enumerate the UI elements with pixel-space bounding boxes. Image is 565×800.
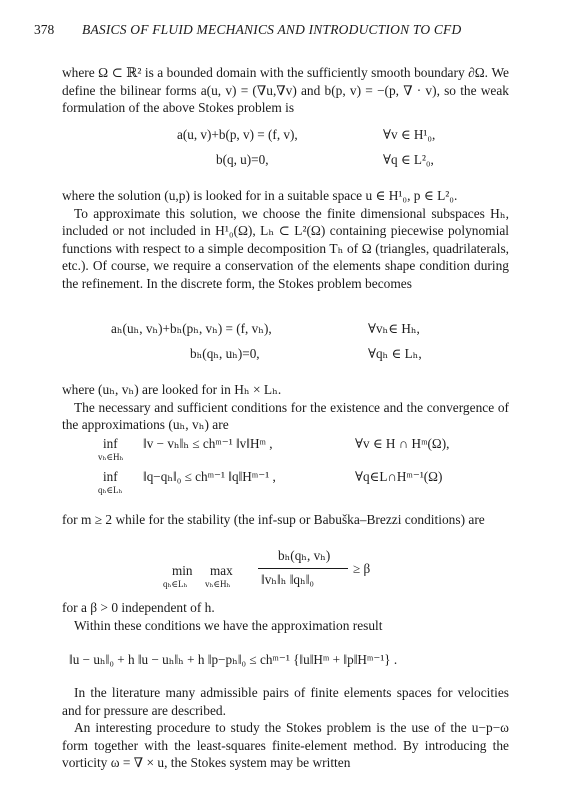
infsup-numerator: bₕ(qₕ, vₕ) — [278, 548, 331, 563]
paragraph-solution-space — [62, 187, 509, 293]
discrete-eq-line-1: aₕ(uₕ, vₕ)+bₕ(pₕ, vₕ) = (f, vₕ), — [111, 321, 272, 336]
conv-eq-2-operator: inf — [103, 469, 118, 484]
paragraph-text: The necessary and sufficient conditions for the existence and the convergence of the approximations (uₕ, vₕ) are — [62, 399, 509, 433]
running-title: BASICS OF FLUID MECHANICS AND INTRODUCTION TO CFD — [82, 22, 462, 37]
paragraph-text: In the literature many admissible pairs of finite elements spaces for velocities and for pressure are described. — [62, 685, 509, 718]
paragraph-literature — [62, 684, 509, 772]
infsup-min-subscript: qₕ∈Lₕ — [163, 579, 188, 589]
conv-eq-2-body: ‖q−qₕ‖₀ ≤ chᵐ⁻¹ ‖q‖Hᵐ⁻¹ , — [143, 469, 276, 484]
paragraph-text: where Ω ⊂ ℝ² is a bounded domain with the sufficiently smooth boundary ∂Ω. We define the bilinear forms a(u, v) = (∇u,∇v) and b(p, v) = −(p, ∇ · v), so the weak formulation of the above Stokes problem is — [62, 65, 509, 116]
conv-eq-1-subscript: vₕ∈Hₕ — [98, 452, 124, 462]
conv-eq-1-body: ‖v − vₕ‖ₕ ≤ chᵐ⁻¹ ‖v‖Hᵐ , — [143, 436, 273, 451]
discrete-eq-line-2-quantifier: ∀qₕ ∈ Lₕ, — [368, 346, 422, 361]
paragraph-convergence — [62, 381, 509, 434]
paragraph-text: for m ≥ 2 while for the stability (the inf-sup or Babuška–Brezzi conditions) are — [62, 512, 485, 527]
infsup-denominator: ‖vₕ‖ₕ ‖qₕ‖₀ — [261, 572, 315, 587]
infsup-min: min — [172, 563, 193, 578]
infsup-max: max — [210, 563, 233, 578]
weak-eq-line-2-quantifier: ∀q ∈ L²₀, — [383, 152, 434, 167]
conv-eq-2-quantifier: ∀q∈L∩Hᵐ⁻¹(Ω) — [355, 469, 443, 484]
fraction-bar — [258, 568, 348, 569]
paragraph-text: where (uₕ, vₕ) are looked for in Hₕ × Lₕ. — [62, 382, 282, 397]
weak-eq-line-2: b(q, u)=0, — [216, 152, 269, 167]
approximation-result-eq: ‖u − uₕ‖₀ + h ‖u − uₕ‖ₕ + h ‖p−pₕ‖₀ ≤ chᵐ⁻¹ {‖u‖Hᵐ + ‖p‖Hᵐ⁻¹} . — [69, 652, 398, 667]
infsup-max-subscript: vₕ∈Hₕ — [205, 579, 231, 589]
paragraph-text: for a β > 0 independent of h. — [62, 600, 215, 615]
discrete-eq-line-1-quantifier: ∀vₕ∈ Hₕ, — [368, 321, 420, 336]
paragraph-stability — [62, 511, 509, 529]
page-number: 378 — [34, 22, 55, 37]
paragraph-text: Within these conditions we have the approximation result — [74, 617, 383, 633]
paragraph-beta — [62, 599, 509, 634]
paragraph-intro — [62, 64, 509, 117]
discrete-eq-line-2: bₕ(qₕ, uₕ)=0, — [190, 346, 260, 361]
weak-eq-line-1-quantifier: ∀v ∈ H¹₀, — [383, 127, 436, 142]
conv-eq-2-subscript: qₕ∈Lₕ — [98, 485, 123, 495]
infsup-rhs: ≥ β — [353, 561, 371, 576]
paragraph-text: To approximate this solution, we choose the finite dimensional subspaces Hₕ, included or not included in H¹₀(Ω), Lₕ ⊂ L²(Ω) containing piecewise polynomial functions with respect to a simple decomposition Tₕ of Ω (triangles, quadrilaterals, etc.). Of course, we require a conservation of the elements shape condition during the refinement. In the discrete form, the Stokes problem becomes — [62, 205, 509, 291]
paragraph-text: where the solution (u,p) is looked for in a suitable space u ∈ H¹₀, p ∈ L²₀. — [62, 188, 458, 203]
conv-eq-1-quantifier: ∀v ∈ H ∩ Hᵐ(Ω), — [355, 436, 450, 451]
paragraph-text: An interesting procedure to study the Stokes problem is the use of the u−p−ω form together with the least-squares finite-element method. By introducing the vorticity ω = ∇ × u, the Stokes system may be written — [62, 720, 509, 771]
conv-eq-1-operator: inf — [103, 436, 118, 451]
weak-eq-line-1: a(u, v)+b(p, v) = (f, v), — [177, 127, 298, 142]
